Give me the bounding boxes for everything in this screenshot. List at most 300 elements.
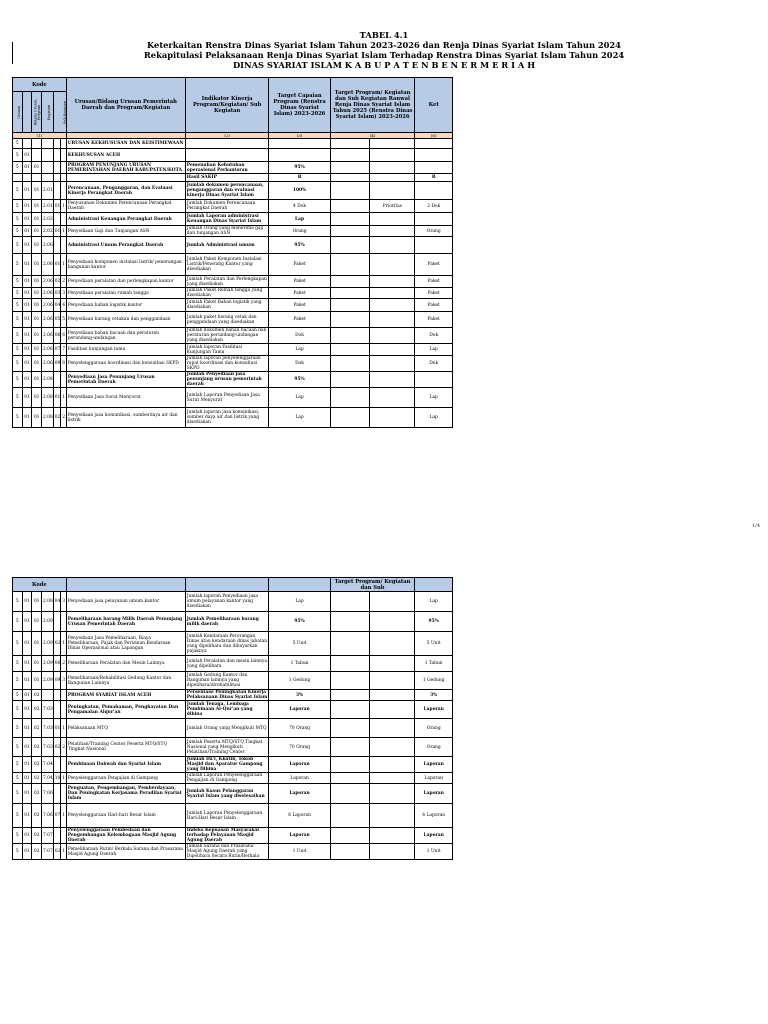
indikator-cell: Jumlah laporan Penyediaan jasa umum pelayanan kantor yang disediakan	[185, 592, 269, 612]
kode-cell: 5	[13, 632, 23, 656]
target-capaian-cell: 6 Laporan	[269, 804, 330, 828]
kode-cell: 5	[13, 162, 23, 174]
kode-header: Kode	[13, 78, 67, 92]
ket-cell: Lap	[415, 408, 453, 428]
kode-cell: 5	[13, 276, 23, 288]
kode-cell: 01	[22, 738, 32, 757]
table-row	[13, 738, 453, 757]
table-row	[13, 784, 453, 804]
kode-cell: 01	[32, 226, 42, 237]
kode-cell	[22, 139, 32, 149]
indikator-cell: Jumlah Administrasi umum	[185, 237, 269, 254]
table-row	[13, 408, 453, 428]
row-number-cell: 1	[61, 804, 66, 828]
kode-cell: 01	[53, 226, 61, 237]
kode-cell: 7.04	[41, 773, 53, 784]
target-renja-cell	[330, 226, 370, 237]
urusan-cell: Fasilitasi kunjungan tamu	[66, 344, 185, 356]
table-row	[13, 237, 453, 254]
kode-cell: 09	[53, 356, 61, 372]
urusan-cell: Penyediaan barang cetakan dan penggandaan	[66, 312, 185, 328]
urusan-cell: PROGRAM PENUNJANG URUSAN PEMERINTAHAN DAERAH KABUPATEN/KOTA	[66, 162, 185, 174]
kode-cell: 09	[53, 672, 61, 690]
kode-cell: 2.09	[41, 656, 53, 672]
kode-cell	[41, 149, 53, 162]
table-row	[13, 213, 453, 226]
indikator-cell: Jumlah Da'i, Khatib, Tokoh Masjid dan Aparatur Gampong yang Dibina	[185, 757, 269, 773]
kode-cell	[13, 174, 23, 182]
target-renja-cell	[330, 182, 370, 200]
target-capaian-cell: Lap	[269, 408, 330, 428]
kode-cell: 06	[53, 328, 61, 344]
target-renja-cell-2	[370, 757, 415, 773]
urusan-cell: Penyelenggaraan koordinasi dan konsultasi SKPD	[66, 356, 185, 372]
target-renja-cell	[330, 828, 370, 844]
kode-cell: 7.03	[41, 738, 53, 757]
urusan-cell: URUSAN KEKHUSUSAN DAN KEISTIMEWAAN	[66, 139, 185, 149]
kode-cell: 01	[32, 372, 42, 388]
target-capaian-cell: Paket	[269, 288, 330, 299]
urusan-cell: Pelatihan/Training Center Peserta MTQ/STQ Tingkat Nasional	[66, 738, 185, 757]
kode-cell: 5	[13, 388, 23, 408]
target-capaian-cell: 95%	[269, 237, 330, 254]
row-number-cell: 4	[61, 299, 66, 312]
target-capaian-cell: 1 Tahun	[269, 656, 330, 672]
ket-cell: Paket	[415, 288, 453, 299]
kode-cell: 01	[22, 226, 32, 237]
target-renja-cell	[330, 344, 370, 356]
urusan-cell: KEKHUSUSAN ACEH	[66, 149, 185, 162]
target-renja-cell	[330, 784, 370, 804]
kode-cell: 5	[13, 804, 23, 828]
table-number: TABEL 4.1	[359, 30, 409, 40]
ket-cell: B	[415, 174, 453, 182]
kode-cell: 02	[32, 690, 42, 701]
row-number-cell: 1	[61, 254, 66, 276]
kode-cell: 5	[13, 344, 23, 356]
urusan-cell: Pemeliharaan Rutin/ Berkala Sarana dan Prasarana Masjid Agung Daerah	[66, 844, 185, 860]
margin-line	[12, 42, 13, 64]
kode-cell: 5	[13, 784, 23, 804]
indikator-cell: Jumlah dokumen bahan bacaan dan peraturan perundang-undangan yang disediakan	[185, 328, 269, 344]
kode-cell: 01	[22, 288, 32, 299]
table-row	[13, 356, 453, 372]
row-number-cell: 6	[61, 328, 66, 344]
kode-cell: 01	[22, 844, 32, 860]
table-row	[13, 844, 453, 860]
target-renja-cell-2	[370, 804, 415, 828]
target-renja-cell-2	[370, 237, 415, 254]
kode-cell: 5	[13, 701, 23, 719]
table-row	[13, 388, 453, 408]
kode-cell: 01	[22, 632, 32, 656]
urusan-cell: Penyediaan peralatan rumah tangga	[66, 288, 185, 299]
kode-cell: 01	[53, 388, 61, 408]
kode-cell: 01	[22, 254, 32, 276]
row-number-cell: 2	[61, 738, 66, 757]
target-renja-cell-2	[370, 773, 415, 784]
indikator-cell: Jumlah Dokumen Perencanaan Perangkat Daerah	[185, 200, 269, 213]
target-renja-cell	[330, 288, 370, 299]
target-renja-cell-2	[370, 344, 415, 356]
kode-cell	[53, 701, 61, 719]
target-renja-cell	[330, 328, 370, 344]
kode-cell: 2.08	[41, 408, 53, 428]
kode-cell: 01	[32, 344, 42, 356]
row-number-cell: 1	[61, 226, 66, 237]
ket-cell	[415, 162, 453, 174]
target-renja-cell	[330, 372, 370, 388]
kode-cell: 04	[53, 299, 61, 312]
kode-cell: 01	[32, 672, 42, 690]
kode-cell: 01	[32, 592, 42, 612]
kode-cell: 2.06	[41, 299, 53, 312]
urusan-cell: Peningkatan, Pemahaman, Penghayatan Dan Pengamalan Alqur'an	[66, 701, 185, 719]
kode-cell	[53, 372, 61, 388]
ket-cell: Laporan	[415, 773, 453, 784]
indikator-cell: Pemenuhan Kebutuhan operasional Perkantoran	[185, 162, 269, 174]
urusan-cell	[66, 174, 185, 182]
urusan-cell: Penyusunan Dokumen Perencanaan Perangkat Daerah	[66, 200, 185, 213]
kode-cell: 2.06	[41, 276, 53, 288]
urusan-cell: Penyelenggaraan Hari-hari Besar Islam	[66, 804, 185, 828]
ket-cell: Laporan	[415, 784, 453, 804]
table-page-1	[12, 77, 453, 428]
ket-cell: Lap	[415, 388, 453, 408]
kode-cell: 5	[13, 288, 23, 299]
ket-cell: Lap	[415, 592, 453, 612]
kode-cell: 5	[13, 328, 23, 344]
target-renja-cell	[330, 632, 370, 656]
ket-cell: 1 Tahun	[415, 656, 453, 672]
kode-cell: 2.08	[41, 592, 53, 612]
row-number-cell: 1	[61, 773, 66, 784]
kode-cell: 7.06	[41, 804, 53, 828]
table-row	[13, 828, 453, 844]
target-renja-cell	[330, 149, 370, 162]
ket-cell: 2 Dok	[415, 200, 453, 213]
kode-header-2: Kode	[13, 578, 67, 592]
row-number-cell: 2	[61, 276, 66, 288]
row-number-cell: 1	[61, 200, 66, 213]
target-capaian-cell: 70 Orang	[269, 719, 330, 738]
kode-cell	[41, 690, 53, 701]
target-capaian-cell: Orang	[269, 226, 330, 237]
table-page-2	[12, 577, 453, 860]
table-row	[13, 139, 453, 149]
target-renja-cell-2	[370, 174, 415, 182]
kode-cell: 5	[13, 612, 23, 632]
kode-cell: 01	[22, 408, 32, 428]
ket-header: Ket	[415, 78, 453, 133]
urusan-cell: Penyediaan Jasa Surat Menyurat	[66, 388, 185, 408]
kode-bidang-header: Bidang Urusan	[22, 92, 32, 133]
table-row	[13, 612, 453, 632]
target-renja-cell-2	[370, 701, 415, 719]
row-number-cell: 3	[61, 592, 66, 612]
kode-cell: 7.04	[41, 757, 53, 773]
kode-cell: 01	[32, 632, 42, 656]
kode-cell: 02	[32, 773, 42, 784]
target-renja-cell-2	[370, 356, 415, 372]
table-row	[13, 276, 453, 288]
target-renja-cell	[330, 237, 370, 254]
target-capaian-cell: 95%	[269, 612, 330, 632]
ket-cell	[415, 372, 453, 388]
urusan-cell: Penyediaan Jasa Pemeliharaan, Biaya Pemeliharaan, Pajak dan Perizinan Kendaraan Dinas Operasional atau Lapangan	[66, 632, 185, 656]
kode-cell	[41, 174, 53, 182]
kode-cell: 02	[32, 828, 42, 844]
target-renja-cell-2	[370, 276, 415, 288]
target-renja-cell	[330, 773, 370, 784]
kode-cell: 2.06	[41, 344, 53, 356]
target-capaian-cell: Lap	[269, 344, 330, 356]
kode-cell: 5	[13, 356, 23, 372]
urusan-cell: Penyediaan Jasa Penunjang Urusan Pemerintah Daerah	[66, 372, 185, 388]
indikator-header: Indikator Kinerja Program/Kegiatan/ Sub Kegiatan	[185, 78, 269, 133]
kode-cell: 01	[32, 388, 42, 408]
kode-cell: 01	[32, 200, 42, 213]
target-renja-cell	[330, 592, 370, 612]
kode-cell: 01	[32, 237, 42, 254]
kode-cell: 5	[13, 672, 23, 690]
kode-cell: 5	[13, 200, 23, 213]
target-capaian-cell: Laporan	[269, 701, 330, 719]
ket-cell: Paket	[415, 254, 453, 276]
urusan-cell: Penyediaan bahan logistik kantor	[66, 299, 185, 312]
kode-cell: 2.08	[41, 388, 53, 408]
target-renja-cell	[330, 844, 370, 860]
table-row	[13, 174, 453, 182]
target-renja-cell	[330, 408, 370, 428]
target-renja-cell	[330, 356, 370, 372]
target-renja-cell-2	[370, 592, 415, 612]
ket-cell: Paket	[415, 312, 453, 328]
indikator-cell: Persentase Peningkatan Kinerja Pelaksanaan Dinas Syariat Islam	[186, 690, 268, 700]
indikator-cell: Jumlah Gedung Kantor dan Bangunan lainnya yang dipelihara/direhabilitasi	[185, 672, 269, 690]
target-renja-cell	[330, 174, 370, 182]
kode-cell	[41, 162, 53, 174]
kode-cell	[32, 149, 42, 162]
kode-cell	[32, 174, 42, 182]
kode-cell: 5	[13, 372, 23, 388]
kode-cell: 01	[22, 162, 32, 174]
kode-cell: 7.03	[41, 701, 53, 719]
kode-cell: 02	[53, 276, 61, 288]
kode-cell: 5	[13, 237, 23, 254]
table-row	[13, 288, 453, 299]
indikator-cell: Jumlah Laporan Penyelenggaraan Pengajian di Gampong	[185, 773, 269, 784]
target-capaian-cell	[269, 139, 330, 149]
kode-cell: 2.06	[41, 356, 53, 372]
target-renja-cell	[330, 200, 370, 213]
indikator-cell: Hasil SAKIP	[185, 174, 269, 182]
kode-cell: 01	[32, 356, 42, 372]
row-number-cell: 1	[61, 844, 66, 860]
kode-cell: 5	[13, 592, 23, 612]
target-capaian-cell: 5 Unit	[269, 632, 330, 656]
kode-cell: 2.01	[41, 200, 53, 213]
urusan-cell: Penyediaan jasa pelayanan umum kantor	[66, 592, 185, 612]
ket-cell: Dok	[415, 356, 453, 372]
kode-cell	[22, 174, 32, 182]
target-renja-cell-2	[370, 182, 415, 200]
kode-cell: 01	[22, 592, 32, 612]
target-renja-cell	[330, 656, 370, 672]
target-capaian-cell: 70 Orang	[269, 738, 330, 757]
kode-cell: 01	[22, 299, 32, 312]
target-capaian-cell: 95%	[269, 372, 330, 388]
kode-cell: 2.06	[41, 328, 53, 344]
indikator-cell: Jumlah Peralatan dan mesin lainnya yang dipelihara	[185, 656, 269, 672]
kode-cell: 02	[53, 408, 61, 428]
ket-cell	[415, 237, 453, 254]
indikator-cell: Jumlah laporan Fasilitasi Kunjungan Tamu	[185, 344, 269, 356]
table-row	[13, 632, 453, 656]
kode-cell: 5	[13, 690, 23, 701]
kode-cell: 2.09	[41, 672, 53, 690]
target-capaian-cell: 3%	[269, 690, 330, 701]
table-row	[13, 226, 453, 237]
kode-cell: 02	[32, 719, 42, 738]
kode-cell: 01	[53, 200, 61, 213]
ket-cell: Dok	[415, 328, 453, 344]
indikator-cell: Jumlah Laporan Penyediaan Jasa Surat Menyurat	[185, 388, 269, 408]
urusan-cell: Pemeliharaan barang Milik Daerah Penunjang Urusan Pemerintah Daerah	[66, 612, 185, 632]
table-row	[13, 254, 453, 276]
urusan-header: Urusan/Bidang Urusan Pemerintah Daerah dan Program/Kegiatan	[66, 78, 185, 133]
target-renja-cell-2	[370, 612, 415, 632]
ket-cell: 5 Unit	[415, 632, 453, 656]
urusan-cell: Penguatan, Pengembangan, Pemberdayaan, Dan Peningkatan Kerjasama Peradilan Syariat Islam	[66, 784, 185, 804]
target-capaian-cell: Paket	[269, 276, 330, 288]
kode-cell: 01	[22, 701, 32, 719]
target-capaian-cell: Lap	[269, 213, 330, 226]
kode-cell: 01	[32, 408, 42, 428]
target-renja-cell	[330, 388, 370, 408]
row-number-cell: 1	[61, 632, 66, 656]
table-row	[13, 773, 453, 784]
kode-cell: 05	[53, 312, 61, 328]
ket-cell: Laporan	[415, 701, 453, 719]
kode-cell	[53, 237, 61, 254]
urusan-cell: Perencanaan, Penganggaran, dan Evaluasi Kinerja Perangkat Daerah	[66, 182, 185, 200]
indikator-cell: Jumlah Orang yang menerima gaji dan tunjangan ASN	[185, 226, 269, 237]
urusan-cell: Penyediaan peralatan dan perlengkapan kantor	[66, 276, 185, 288]
row-number-cell: 1	[61, 719, 66, 738]
ket-cell: 1 Gedung	[415, 672, 453, 690]
kode-cell: 02	[32, 701, 42, 719]
target-renja-cell	[330, 312, 370, 328]
target-renja-cell-2	[370, 672, 415, 690]
row-number-cell: 2	[61, 408, 66, 428]
kode-cell: 01	[22, 719, 32, 738]
urusan-cell: PROGRAM SYARIAT ISLAM ACEH	[66, 690, 185, 701]
ket-cell	[415, 149, 453, 162]
urusan-cell: Penyediaan Gaji dan Tunjangan ASN	[66, 226, 185, 237]
target-capaian-cell: Paket	[269, 254, 330, 276]
kode-cell: 01	[32, 288, 42, 299]
target-renja-cell-2	[370, 690, 415, 701]
indikator-cell	[185, 139, 269, 149]
kode-cell: 01	[53, 719, 61, 738]
target-capaian-cell: B	[269, 174, 330, 182]
kode-program-header: Program	[32, 92, 42, 133]
indikator-cell: Jumlah Paket Komponen Instalasi Listrik/Penerang Kantor yang disediakan	[185, 254, 269, 276]
target-renja-header-2: Target Program/ Kegiatan dan Sub	[330, 578, 415, 592]
kode-cell: 07	[53, 804, 61, 828]
kode-cell: 01	[22, 828, 32, 844]
target-capaian-cell: Laporan	[269, 773, 330, 784]
target-renja-cell-2	[370, 408, 415, 428]
target-capaian-cell: Dok	[269, 356, 330, 372]
page-number: 1/4	[751, 523, 760, 529]
kode-cell: 01	[22, 356, 32, 372]
kode-cell: 5	[13, 182, 23, 200]
indikator-cell: Jumlah laporan jasa komunikasi, sumber daya air dan listrik yang disediakan	[185, 408, 269, 428]
kode-cell: 7.03	[41, 719, 53, 738]
kode-cell: 01	[22, 344, 32, 356]
table-row	[13, 299, 453, 312]
kode-cell: 2.06	[41, 254, 53, 276]
target-capaian-cell: Dok	[269, 328, 330, 344]
ket-cell: Orang	[415, 719, 453, 738]
kode-cell: 5	[13, 299, 23, 312]
urusan-cell: Penyediaan komponen instalasi listrik/ penerangan bangunan kantor	[66, 254, 185, 276]
target-renja-cell-2	[370, 372, 415, 388]
kode-cell: 01	[32, 213, 42, 226]
kode-cell: 2.02	[41, 213, 53, 226]
kode-cell: 01	[22, 656, 32, 672]
kode-cell: 01	[22, 237, 32, 254]
target-renja-cell	[330, 612, 370, 632]
target-renja-cell-2	[370, 139, 415, 149]
target-renja-cell-2	[370, 328, 415, 344]
ket-cell: Lap	[415, 344, 453, 356]
ket-cell	[415, 182, 453, 200]
target-renja-cell	[330, 701, 370, 719]
table-row	[13, 162, 453, 174]
ket-cell	[415, 139, 453, 149]
title-line-4: DINAS SYARIAT ISLAM K A B U P A T E N B E N E R M E R I A H	[232, 60, 536, 70]
target-capaian-cell: Paket	[269, 312, 330, 328]
indikator-cell: Jumlah Kendaraan Perorangan Dinas atau kendaraan dinas jabatan yang dipelihara dan dibayarkan pajaknya	[186, 633, 268, 654]
kode-cell: 01	[22, 773, 32, 784]
table-row	[13, 200, 453, 213]
kode-cell: 01	[22, 388, 32, 408]
kode-cell: 01	[32, 328, 42, 344]
kode-cell: 01	[32, 276, 42, 288]
ket-cell: Orang	[415, 226, 453, 237]
kode-cell: 01	[22, 784, 32, 804]
kode-cell: 01	[22, 149, 32, 162]
indikator-cell: Jumlah Paket Bahan logistik yang disediakan	[185, 299, 269, 312]
kode-cell: 02	[53, 738, 61, 757]
table-row	[13, 672, 453, 690]
target-renja-cell-2: Prioritas	[370, 200, 415, 213]
ket-cell: 6 Laporan	[415, 804, 453, 828]
kode-cell	[32, 139, 42, 149]
row-number-cell: 8	[61, 356, 66, 372]
target-capaian-cell: Lap	[269, 388, 330, 408]
kode-cell	[53, 784, 61, 804]
urusan-cell: Administrasi Keuangan Perangkat Daerah	[66, 213, 185, 226]
target-renja-cell-2	[370, 149, 415, 162]
indikator-cell: Indeks Kepuasan Masyarakat terhadap Pelayanan Masjid Agung Daerah	[185, 828, 269, 844]
kode-cell: 01	[22, 312, 32, 328]
urusan-cell: Pemeliharaan Peralatan dan Mesin Lainnya	[66, 656, 185, 672]
target-renja-cell-2	[370, 288, 415, 299]
